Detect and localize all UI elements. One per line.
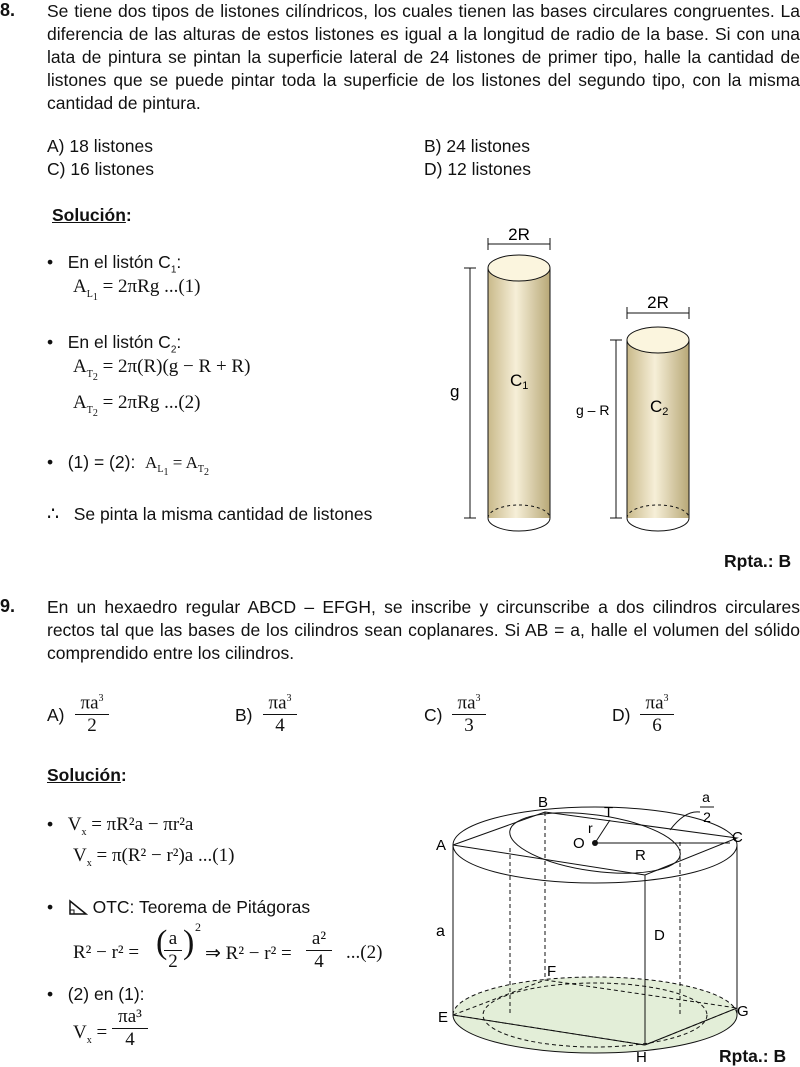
c1-height-dimension xyxy=(450,268,476,518)
therefore-icon: ∴ xyxy=(47,504,60,525)
right-triangle-icon xyxy=(68,899,88,915)
answer-9: Rpta.: B xyxy=(719,1046,787,1066)
vertex-G: G xyxy=(737,1003,749,1020)
numerator: πa xyxy=(80,692,99,714)
denominator: 3 xyxy=(464,715,474,737)
eq-rhs: = 2π(R)(g − R + R) xyxy=(102,356,251,377)
eq-lhs: A xyxy=(73,276,87,297)
side-a: a xyxy=(436,923,445,940)
solution-label: Solución xyxy=(52,205,126,225)
vertex-H: H xyxy=(636,1049,647,1065)
problem-8-number: 8. xyxy=(0,0,16,20)
denominator: 4 xyxy=(275,715,285,737)
bullet-liston-c2: • En el listón $C_2$: xyxy=(47,332,182,356)
c2-width-label: 2R xyxy=(647,293,669,312)
numerator: πa xyxy=(645,692,664,714)
vertex-F: F xyxy=(547,963,557,980)
cylinder-c1 xyxy=(488,255,550,531)
conclusion-text: Se pinta la misma cantidad de listones xyxy=(73,504,373,524)
c2-width-dimension xyxy=(627,293,689,319)
cylinders-figure xyxy=(430,220,730,540)
c1-width-dimension xyxy=(488,225,550,250)
c2-label: C2 xyxy=(650,397,669,418)
bullet-text: En el listón C xyxy=(67,332,171,352)
denominator: 2 xyxy=(87,715,97,737)
exponent: 3 xyxy=(663,693,669,704)
bullet-text: En el listón C xyxy=(67,252,171,272)
bullet-equality: • (1) = (2): $A_{L_1} = A_{T_2}$ xyxy=(47,452,209,479)
fraction-a2-over-4: $\frac{\text{a²}}{4}$ xyxy=(306,928,332,973)
bullet-vx: • $V_x = \pi R^2a - \pi r^2a$ xyxy=(47,814,194,838)
exponent-2: 2 xyxy=(195,920,201,934)
problem-8-statement: Se tiene dos tipos de listones cilíndricos, los cuales tienen las bases circulares congruentes. La diferencia de las alturas de estos listones es igual a la longitud de radio de la base. Si con una lata de pintura se pintan la superficie lateral de 24 listones de primer tipo, halle la cantidad de listones que se puede pintar toda la superficie de los listones del segundo tipo, con la misma cantidad de pintura. xyxy=(47,1,800,113)
option-b: B) 24 listones xyxy=(424,136,531,156)
eq-rhs: = 2πRg ...(2) xyxy=(102,392,201,413)
equation-1: $A_{L_1} = 2\pi Rg$ ...(1) xyxy=(73,276,201,303)
solution-heading-9: Solución: xyxy=(47,765,127,785)
option-d-letter: D) xyxy=(612,705,631,725)
equation-implies: ⇒ R² − r² = xyxy=(205,943,292,964)
radius-r: r xyxy=(588,820,593,836)
option-c-fraction xyxy=(452,688,486,737)
option-b-letter: B) xyxy=(235,705,253,725)
c2-height-label: g – R xyxy=(576,402,610,418)
option-c-letter: C) xyxy=(424,705,443,725)
bullet-liston-c1: • En el listón $C_1$: xyxy=(47,252,182,276)
bullet-substitution: • (2) en (1): xyxy=(47,984,145,1004)
option-a-letter: A) xyxy=(47,705,65,725)
c1-label: C1 xyxy=(510,371,529,392)
radius-R: R xyxy=(635,847,646,864)
cylinder-c2 xyxy=(627,327,689,531)
equation-pitagoras: R² − r² = xyxy=(73,942,140,963)
vertex-B: B xyxy=(538,794,549,811)
option-d: D) 12 listones xyxy=(424,159,531,179)
problem-9-number: 9. xyxy=(0,596,16,616)
denominator: 6 xyxy=(652,715,662,737)
bullet-pitagoras: • OTC: Teorema de Pitágoras xyxy=(47,897,311,917)
problem-9-statement: En un hexaedro regular ABCD – EFGH, se inscribe y circunscribe a dos cilindros circulares rectos tal que las bases de los cilindros sean coplanares. Si AB = a, halle el volumen del sólido comprendido entre los cilindros. xyxy=(47,597,800,663)
vertex-D: D xyxy=(654,927,665,944)
half-a-den: 2 xyxy=(703,809,711,825)
bullet-text: OTC: Teorema de Pitágoras xyxy=(92,897,311,917)
vertex-A: A xyxy=(436,837,447,854)
exponent: 3 xyxy=(475,693,481,704)
equation-2: $A_{T_2} = 2\pi(R)(g - R + R)$ xyxy=(73,356,251,383)
numerator: πa xyxy=(268,692,287,714)
solution-heading-8: Solución: xyxy=(52,205,132,225)
subscript: 1 xyxy=(170,264,177,276)
equation-vx-final: $V_x$ = xyxy=(73,1022,108,1046)
c2-height-dimension xyxy=(576,340,622,518)
half-a-num: a xyxy=(702,790,710,805)
option-c: C) 16 listones xyxy=(47,159,154,179)
option-a-fraction xyxy=(75,688,109,737)
paren-open: ( xyxy=(156,924,168,961)
tangent-T: T xyxy=(604,804,614,821)
c1-height-label: g xyxy=(450,382,460,401)
bullet-text: (2) en (1): xyxy=(67,984,145,1004)
bottom-base xyxy=(453,977,737,1053)
equation-3: $A_{T_2} = 2\pi Rg$ ...(2) xyxy=(73,392,201,419)
eq-rhs: = 2πRg ...(1) xyxy=(102,276,201,297)
option-d-fraction xyxy=(640,688,674,737)
subscript: 2 xyxy=(170,344,177,356)
fraction-a-over-2: $\frac{a}{2}$ xyxy=(164,928,182,973)
cube-cylinders-figure xyxy=(430,790,760,1065)
option-b-fraction xyxy=(263,688,297,737)
vertex-C: C xyxy=(732,829,743,846)
center-O: O xyxy=(573,835,585,852)
paren-close: ) xyxy=(183,924,195,961)
fraction-final: $\frac{\text{πa³}}{4}$ xyxy=(112,1006,148,1051)
numerator: πa xyxy=(457,692,476,714)
solution-label: Solución xyxy=(47,765,121,785)
c1-width-label: 2R xyxy=(508,225,530,244)
conclusion xyxy=(47,503,372,526)
exponent: 3 xyxy=(286,693,292,704)
equation-ref-2: ...(2) xyxy=(346,942,383,963)
vertex-E: E xyxy=(438,1009,449,1026)
equation-vx-2: $V_x = \pi(R^2 - r^2)a$ ...(1) xyxy=(73,845,235,869)
option-a: A) 18 listones xyxy=(47,136,154,156)
answer-8: Rpta.: B xyxy=(724,551,792,571)
exponent: 3 xyxy=(98,693,104,704)
